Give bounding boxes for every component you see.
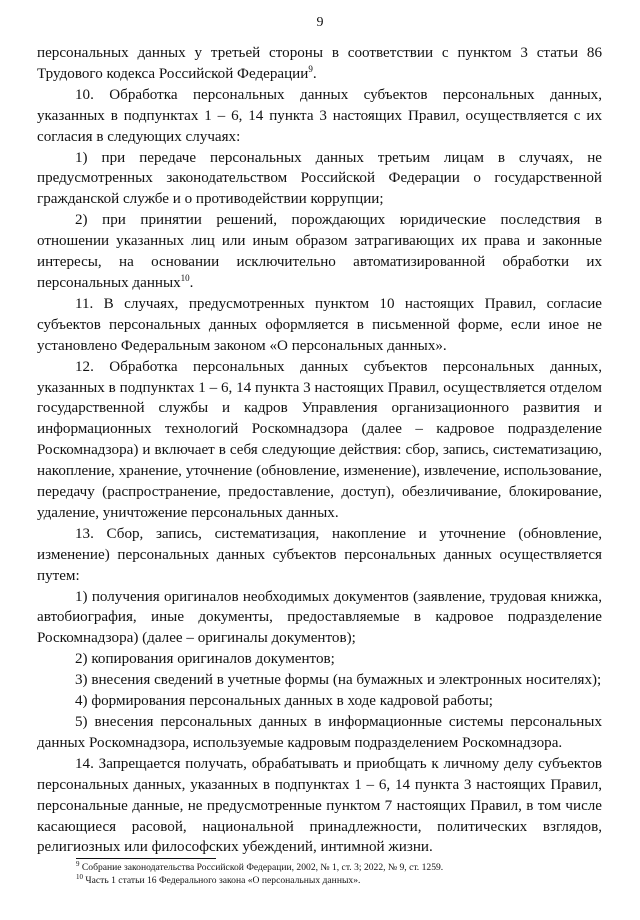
document-body xyxy=(37,43,602,858)
paragraph-10: 10. Обработка персональных данных субъектов персональных данных, указанных в подпунктах 1 – 6, 14 пункта 3 настоящих Правил, осуществляется с их согласия в следующих случаях: xyxy=(37,86,602,145)
footnote-text: Собрание законодательства Российской Федерации, 2002, № 1, ст. 3; 2022, № 9, ст. 1259. xyxy=(79,862,444,873)
footnote-mark: 9 xyxy=(76,859,80,868)
footnote-separator xyxy=(76,858,216,859)
paragraph-12: 12. Обработка персональных данных субъектов персональных данных, указанных в подпунктах 1 – 6, 14 пункта 3 настоящих Правил, осуществляется отделом государственной службы и кадров Управления организационного развития и информационных технологий Роскомнадзора (далее – кадровое подразделение Роскомнадзора) и включает в себя следующие действия: сбор, запись, систематизацию, накопление, хранение, уточнение (обновление, изменение), извлечение, использование, передачу (распространение, предоставление, доступ), обезличивание, блокирование, удаление, уничтожение персональных данных. xyxy=(37,358,602,521)
paragraph-14: 14. Запрещается получать, обрабатывать и приобщать к личному делу субъектов персональных данных, указанных в подпунктах 1 – 6, 14 пункта 3 настоящих Правил, персональные данные, не предусмотренные пунктом 7 настоящих Правил, в том числе касающиеся расовой, национальной принадлежности, политических взглядов, религиозных или философских убеждений, интимной жизни. xyxy=(37,755,602,856)
footnote-9 xyxy=(76,861,616,874)
list-item-13-1: 1) получения оригиналов необходимых документов (заявление, трудовая книжка, автобиография, иные документы, предоставляемые в кадровое подразделение Роскомнадзора) (далее – оригиналы документов); xyxy=(37,588,602,647)
list-item-13-3: 3) внесения сведений в учетные формы (на бумажных и электронных носителях); xyxy=(75,672,602,689)
paragraph-text: персональных данных у третьей стороны в соответствии с пунктом 3 статьи 86 Трудового кодекса Российской Федерации xyxy=(37,45,602,82)
footnote-10 xyxy=(76,874,616,887)
footnote-text: Часть 1 статьи 16 Федерального закона «О персональных данных». xyxy=(83,875,361,886)
list-item-13-4: 4) формирования персональных данных в ходе кадровой работы; xyxy=(75,693,493,710)
paragraph-13: 13. Сбор, запись, систематизация, накопление и уточнение (обновление, изменение) персональных данных субъектов персональных данных осуществляется путем: xyxy=(37,525,602,584)
paragraph-11: 11. В случаях, предусмотренных пунктом 10 настоящих Правил, согласие субъектов персональных данных оформляется в письменной форме, если иное не установлено Федеральным законом «О персональных данных». xyxy=(37,295,602,354)
footnotes xyxy=(76,861,616,887)
paragraph-continuation: персональных данных у третьей стороны в соответствии с пунктом 3 статьи 86 Трудового кодекса Российской Федерации$^9$. xyxy=(37,45,602,82)
footnote-mark: 10 xyxy=(76,872,83,881)
list-item-13-5: 5) внесения персональных данных в информационные системы персональных данных Роскомнадзора, используемые кадровым подразделением Роскомнадзора. xyxy=(37,714,602,751)
footnote-ref: 10 xyxy=(180,272,190,283)
page-number: 9 xyxy=(316,15,324,30)
list-item-10-2: 2) при принятии решений, порождающих юридические последствия в отношении указанных лиц или иным образом затрагивающих их права и законные интересы, на основании исключительно автоматизированной обработки их персональных данных$^{10}$. xyxy=(37,212,602,291)
list-item-13-2: 2) копирования оригиналов документов; xyxy=(75,651,335,668)
footnote-ref: 9 xyxy=(308,63,313,74)
list-item-10-1: 1) при передаче персональных данных третьим лицам в случаях, не предусмотренных законодательством Российской Федерации о государственной гражданской службе и о противодействии коррупции; xyxy=(37,149,602,208)
